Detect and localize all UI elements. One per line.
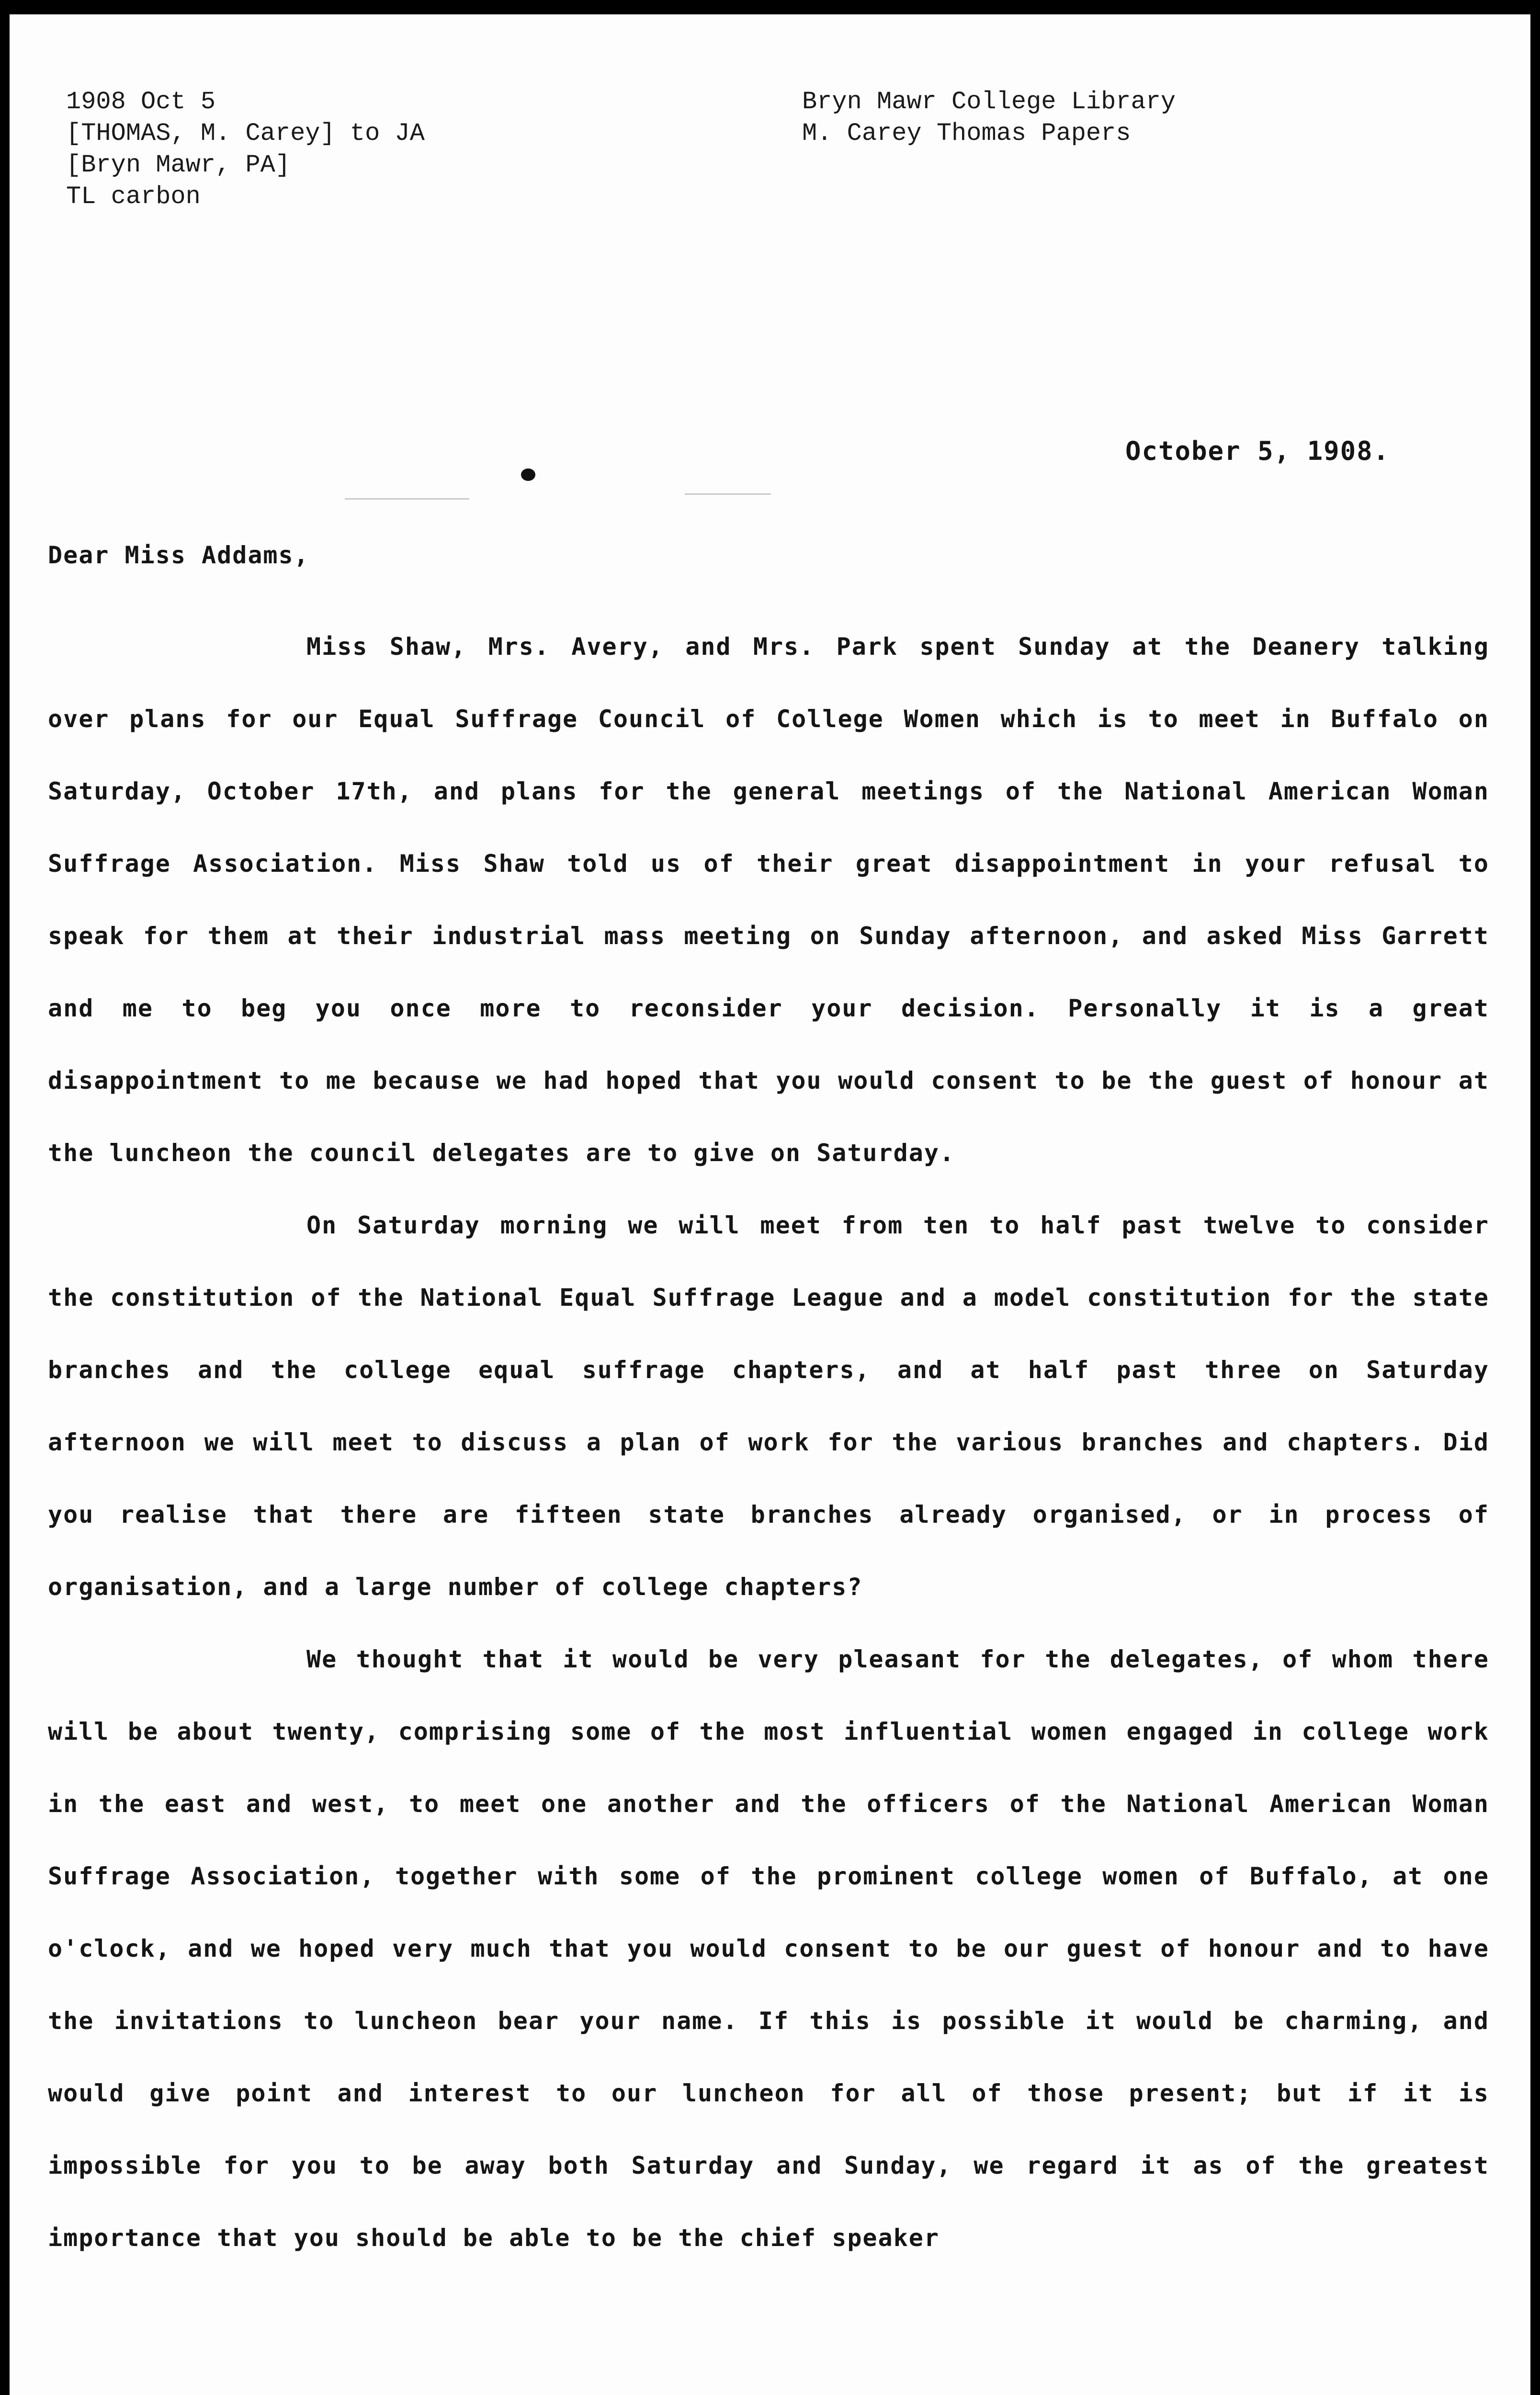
archive-citation: [66, 86, 425, 213]
document-page: [10, 14, 1530, 2395]
letter-body: [48, 611, 1489, 2274]
citation-line: 1908 Oct 5: [66, 88, 216, 116]
faint-mark: [685, 493, 771, 495]
faint-mark: [345, 498, 469, 500]
source-line: Bryn Mawr College Library: [802, 88, 1176, 116]
letter-paragraph: We thought that it would be very pleasant for the delegates, of whom there will be about twenty, comprising some of the most influential women engaged in college work in the east and west, to meet one another and the officers of the National American Woman Suffrage Association, together with some of the prominent college women of Buffalo, at one o'clock, and we hoped very much that you would consent to be our guest of honour and to have the invitations to luncheon bear your name. If this is possible it would be charming, and would give point and interest to our luncheon for all of those present; but if it is impossible for you to be away both Saturday and Sunday, we regard it as of the greatest importance that you should be able to be the chief speaker: [48, 1645, 1489, 2252]
letter-salutation: Dear Miss Addams,: [48, 541, 309, 569]
citation-line: [Bryn Mawr, PA]: [66, 151, 291, 179]
ink-blot: [521, 468, 535, 481]
source-line: M. Carey Thomas Papers: [802, 119, 1131, 148]
letter-date: October 5, 1908.: [1125, 436, 1390, 466]
letter-paragraph: Miss Shaw, Mrs. Avery, and Mrs. Park spent Sunday at the Deanery talking over plans for our Equal Suffrage Council of College Women which is to meet in Buffalo on Saturday, October 17th, and plans for the general meetings of the National American Woman Suffrage Association. Miss Shaw told us of their great disappointment in your refusal to speak for them at their industrial mass meeting on Sunday afternoon, and asked Miss Garrett and me to beg you once more to reconsider your decision. Personally it is a great disappointment to me because we had hoped that you would consent to be the guest of honour at the luncheon the council delegates are to give on Saturday.: [48, 633, 1489, 1167]
citation-line: TL carbon: [66, 182, 201, 211]
archive-source: [802, 86, 1176, 149]
citation-line: [THOMAS, M. Carey] to JA: [66, 119, 425, 148]
letter-paragraph: On Saturday morning we will meet from ten to half past twelve to consider the constitution of the National Equal Suffrage League and a model constitution for the state branches and the college equal suffrage chapters, and at half past three on Saturday afternoon we will meet to discuss a plan of work for the various branches and chapters. Did you realise that there are fifteen state branches already organised, or in process of organisation, and a large number of college chapters?: [48, 1211, 1489, 1601]
